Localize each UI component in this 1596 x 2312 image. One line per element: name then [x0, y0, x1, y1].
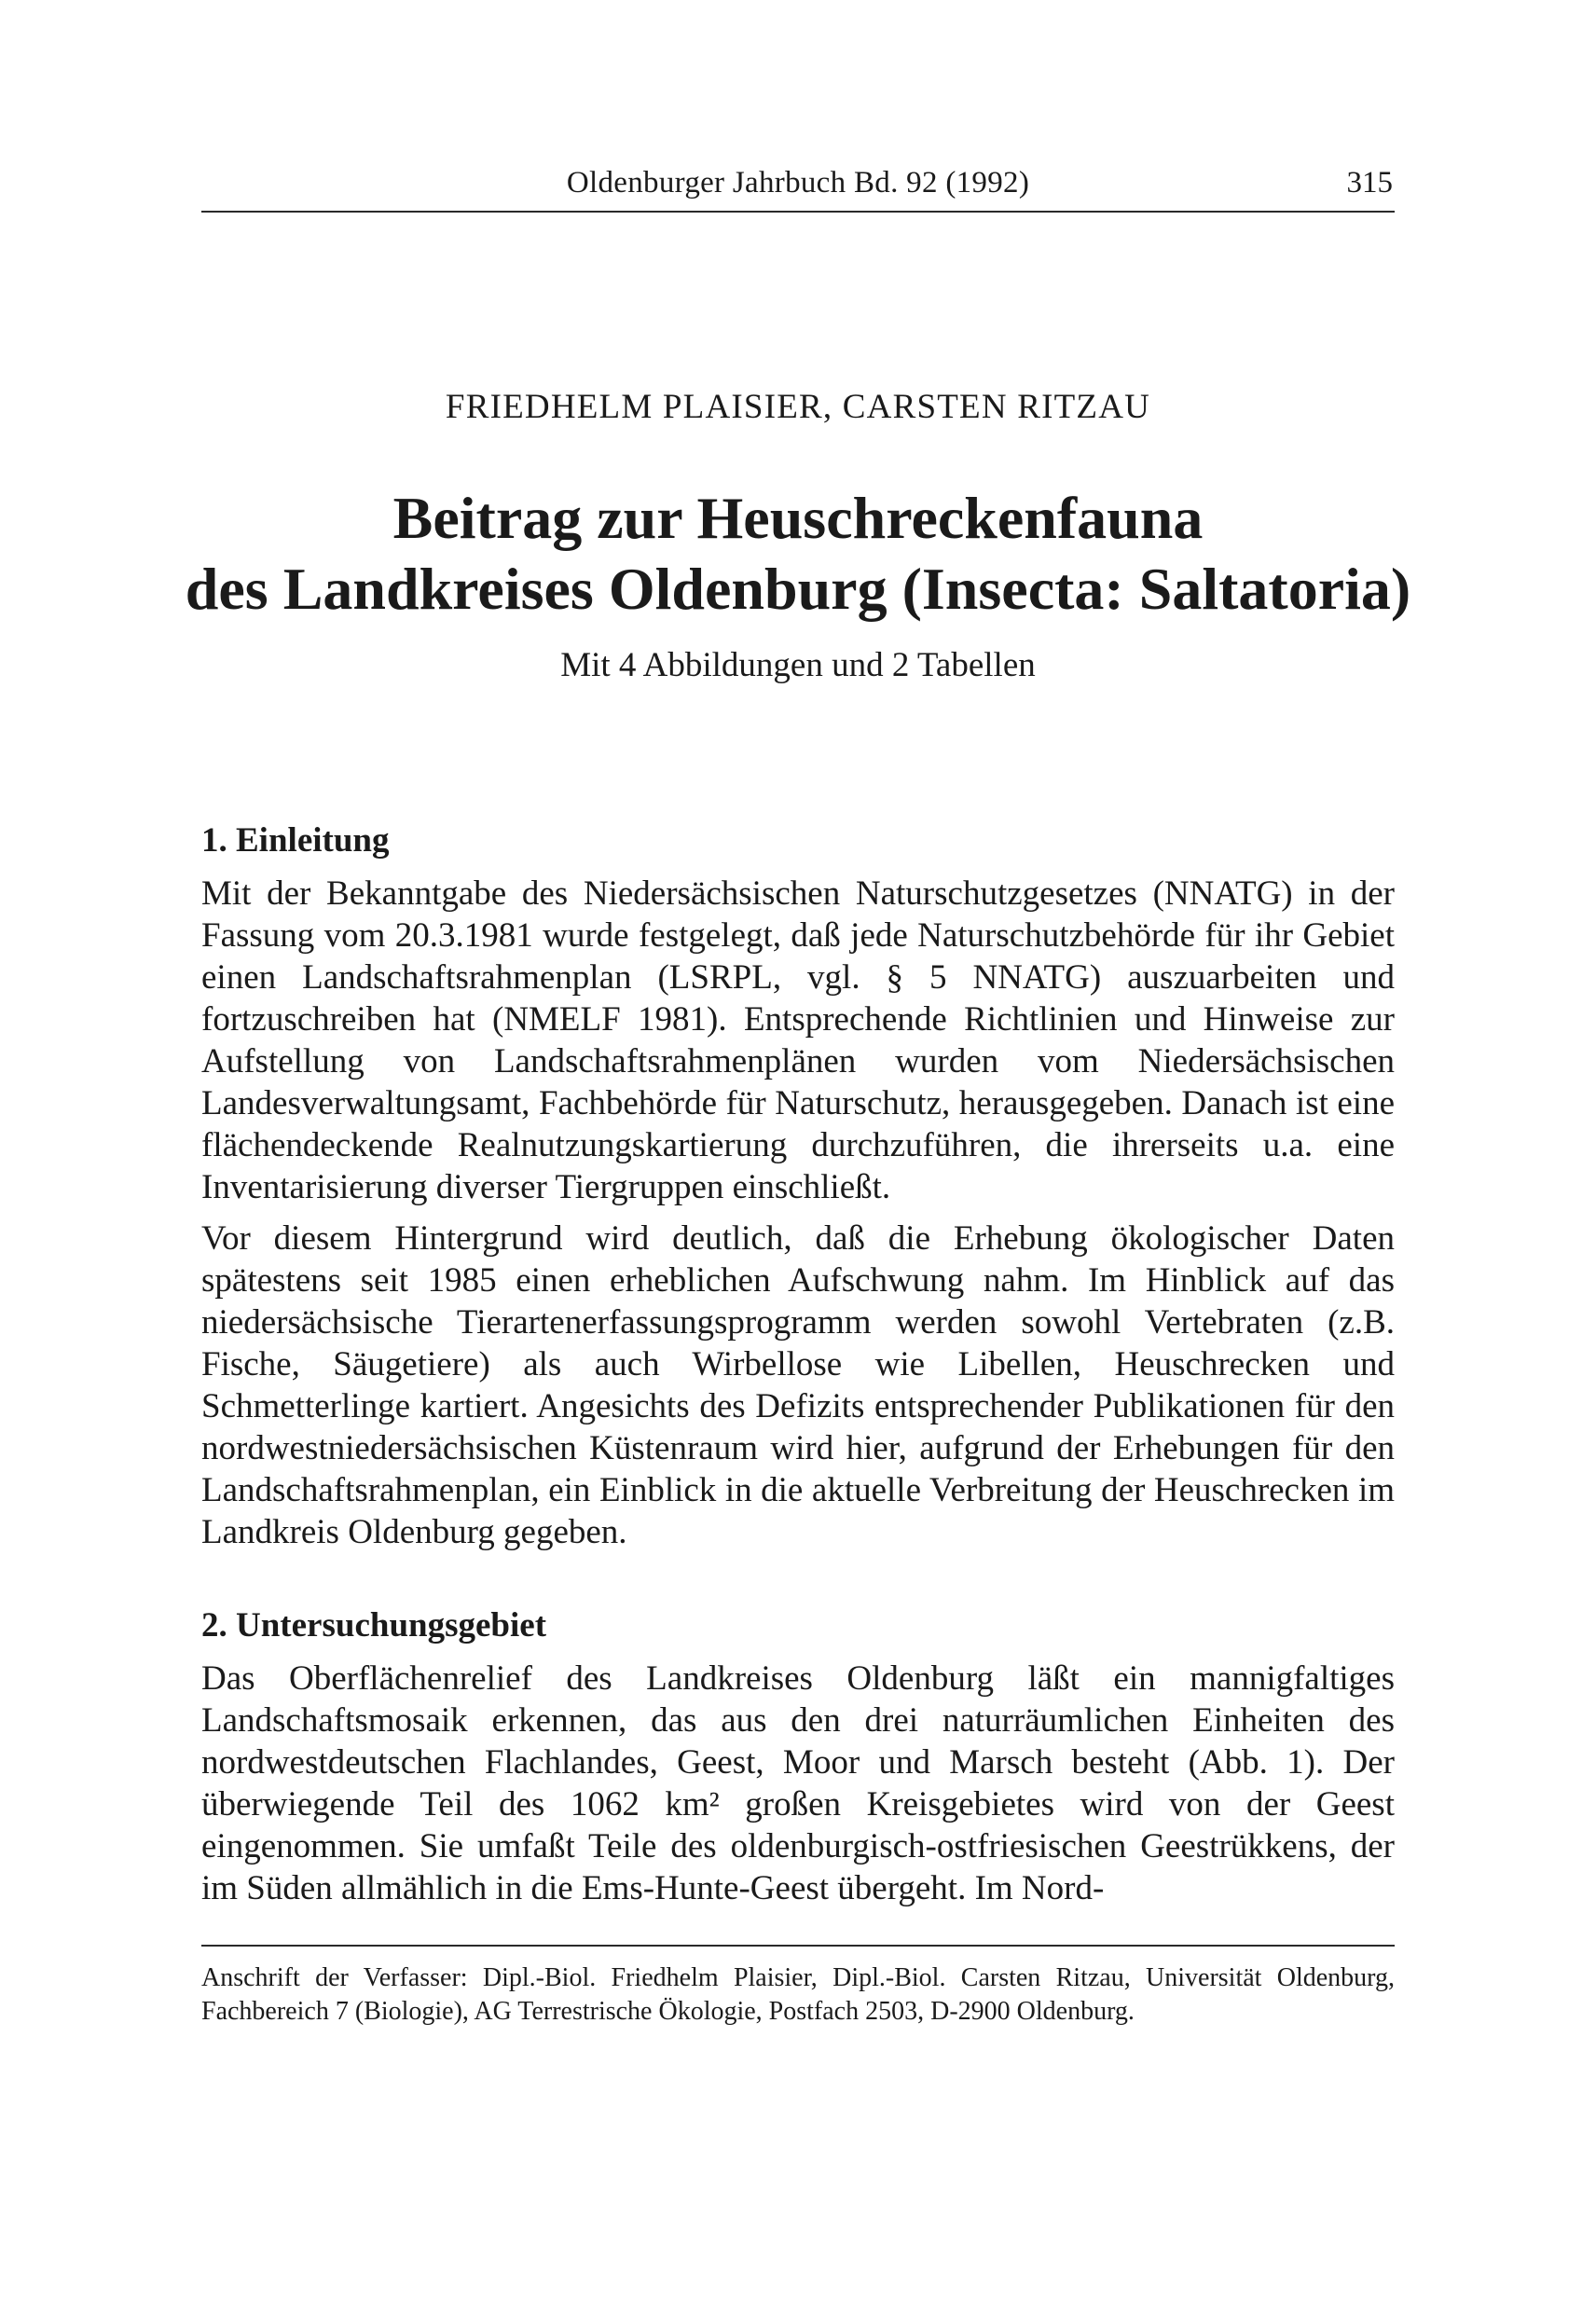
journal-title: Oldenburger Jahrbuch Bd. 92 (1992): [566, 166, 1030, 200]
article-title: [140, 483, 1456, 625]
page-number: 315: [1346, 166, 1393, 200]
footnote-divider: [201, 1945, 1395, 1947]
article-title-line-1: Beitrag zur Heuschreckenfauna: [392, 485, 1204, 551]
author-address-footnote: Anschrift der Verfasser: Dipl.-Biol. Friedhelm Plaisier, Dipl.-Biol. Carsten Ritzau, Universität Oldenburg, Fachbereich 7 (Biologie), AG Terrestrische Ökologie, Postfach 2503, D-2900 Oldenburg.: [201, 1963, 1395, 2026]
paragraph-untersuchungsgebiet-1: Das Oberflächenrelief des Landkreises Oldenburg läßt ein mannigfaltiges Landschaftsmosaik erkennen, das aus den drei naturräumlichen Einheiten des nordwestdeutschen Flachlandes, Geest, Moor und Marsch besteht (Abb. 1). Der überwiegende Teil des 1062 km² großen Kreisgebietes wird von der Geest eingenommen. Sie umfaßt Teile des oldenburgisch-ostfriesischen Geestrükkens, der im Süden allmählich in die Ems-Hunte-Geest übergeht. Im Nord-: [201, 1659, 1395, 1907]
citation-author: NMELF: [503, 1000, 621, 1039]
article-authors: FRIEDHELM PLAISIER, CARSTEN RITZAU: [445, 388, 1151, 426]
running-head: [201, 158, 1395, 213]
article-title-line-2: des Landkreises Oldenburg (Insecta: Saltatoria): [185, 556, 1411, 622]
paragraph-einleitung-1: [201, 873, 1395, 1208]
paragraph-text: Mit der Bekanntgabe des Niedersächsischen Naturschutzgesetzes (NNATG) in der Fassung vom 20.3.1981 wurde festgelegt, daß jede Naturschutzbehörde für ihr Gebiet einen Landschaftsrahmenplan (LSRPL, vgl. § 5 NNATG) auszuarbeiten und fortzuschreiben hat (: [201, 874, 1395, 1039]
paragraph-einleitung-2: Vor diesem Hintergrund wird deutlich, daß die Erhebung ökologischer Daten spätestens seit 1985 einen erheblichen Aufschwung nahm. Im Hinblick auf das niedersächsische Tierartenerfassungsprogramm werden sowohl Vertebraten (z.B. Fische, Säugetiere) als auch Wirbellose wie Libellen, Heuschrecken und Schmetterlinge kartiert. Angesichts des Defizits entsprechender Publikationen für den nordwestniedersächsischen Küstenraum wird hier, aufgrund der Erhebungen für den Landschaftsrahmenplan, ein Einblick in die aktuelle Verbreitung der Heuschrecken im Landkreis Oldenburg gegeben.: [201, 1219, 1395, 1551]
article-subtitle: Mit 4 Abbildungen und 2 Tabellen: [560, 646, 1036, 684]
paragraph-text: 1981). Entsprechende Richtlinien und Hinweise zur Aufstellung von Landschaftsrahmenplänen wurden vom Niedersächsischen Landesverwaltungsamt, Fachbehörde für Naturschutz, herausgegeben. Danach ist eine flächendeckende Realnutzungskartierung durchzuführen, die ihrerseits u.a. eine Inventarisierung diverser Tiergruppen einschließt.: [201, 1000, 1395, 1206]
section-heading-untersuchungsgebiet: 2. Untersuchungsgebiet: [201, 1606, 547, 1645]
section-heading-einleitung: 1. Einleitung: [201, 821, 390, 860]
